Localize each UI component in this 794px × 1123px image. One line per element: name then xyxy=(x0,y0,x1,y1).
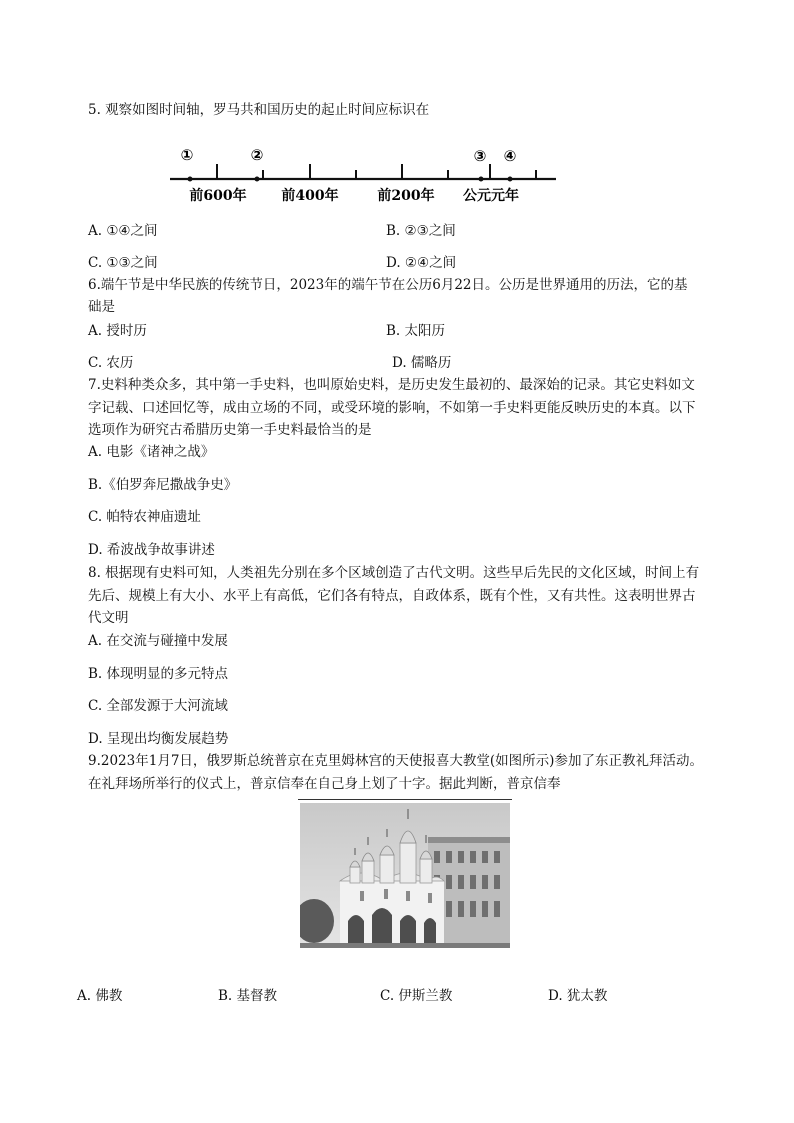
q7-stem: 7.史料种类众多，其中第一手史料，也叫原始史料，是历史发生最初的、最深始的记录。其它史料如文 xyxy=(88,377,695,393)
q5-option-b[interactable]: B. ②③之间 xyxy=(386,223,456,239)
q8-option-a[interactable]: A. 在交流与碰撞中发展 xyxy=(88,633,228,649)
q6-option-c[interactable]: C. 农历 xyxy=(88,355,134,371)
timeline-label: 前600年 xyxy=(189,188,247,204)
q8-stem-cont: 先后、规模上有大小、水平上有高低，它们各有特点，自政体系，既有个性，又有共性。这表明世界古 xyxy=(88,588,696,604)
timeline-point-3 xyxy=(479,177,484,182)
timeline-figure xyxy=(160,140,560,206)
q9-option-c[interactable]: C. 伊斯兰教 xyxy=(380,988,453,1004)
timeline-label: 前200年 xyxy=(377,188,435,204)
q7-stem-cont: 字记载、口述回忆等，成由立场的不同，或受环境的影响，不如第一手史料更能反映历史的本真。以下 xyxy=(88,400,696,416)
timeline-label: 公元元年 xyxy=(463,188,519,204)
q6-option-b[interactable]: B. 太阳历 xyxy=(386,323,446,339)
q9-stem-cont: 在礼拜场所举行的仪式上，普京信奉在自己身上划了十字。据此判断，普京信奉 xyxy=(88,776,561,792)
timeline-marker-4: ④ xyxy=(503,147,517,165)
q7-option-c[interactable]: C. 帕特农神庙遗址 xyxy=(88,509,201,525)
q8-option-b[interactable]: B. 体现明显的多元特点 xyxy=(88,666,229,682)
q7-option-b[interactable]: B.《伯罗奔尼撒战争史》 xyxy=(88,477,238,493)
timeline-marker-1: ① xyxy=(180,146,194,164)
q8-stem: 8. 根据现有史料可知，人类祖先分别在多个区域创造了古代文明。这些早后先民的文化区域，时间上有 xyxy=(88,565,700,581)
q9-option-a[interactable]: A. 佛教 xyxy=(77,988,123,1004)
photo-top-rule xyxy=(298,799,512,800)
q6-option-d[interactable]: D. 儒略历 xyxy=(392,355,452,371)
q8-option-d[interactable]: D. 呈现出均衡发展趋势 xyxy=(88,731,229,747)
q9-option-d[interactable]: D. 犹太教 xyxy=(548,988,608,1004)
timeline-marker-3: ③ xyxy=(473,147,487,165)
timeline-marker-2: ② xyxy=(250,146,264,164)
timeline-label: 前400年 xyxy=(281,188,339,204)
q6-stem: 6.端午节是中华民族的传统节日，2023年的端午节在公历6月22日。公历是世界通用的历法，它的基 xyxy=(88,277,688,293)
q5-option-d[interactable]: D. ②④之间 xyxy=(386,255,457,271)
timeline-point-4 xyxy=(508,177,513,182)
q7-option-d[interactable]: D. 希波战争故事讲述 xyxy=(88,542,215,558)
q5-option-c[interactable]: C. ①③之间 xyxy=(88,255,158,271)
q5-option-a[interactable]: A. ①④之间 xyxy=(88,223,158,239)
q6-stem-cont: 础是 xyxy=(88,299,115,315)
q7-stem-cont: 选项作为研究古希腊历史第一手史料最恰当的是 xyxy=(88,422,372,438)
q8-stem-cont: 代文明 xyxy=(88,610,129,626)
q7-option-a[interactable]: A. 电影《诸神之战》 xyxy=(88,444,215,460)
timeline-point-1 xyxy=(188,177,193,182)
q9-stem: 9.2023年1月7日，俄罗斯总统普京在克里姆林宫的天使报喜大教堂(如图所示)参加了东正教礼拜活动。 xyxy=(88,753,703,769)
q9-option-b[interactable]: B. 基督教 xyxy=(218,988,278,1004)
q8-option-c[interactable]: C. 全部发源于大河流域 xyxy=(88,698,228,714)
timeline-point-2 xyxy=(255,177,260,182)
q5-stem: 5. 观察如图时间轴，罗马共和国历史的起止时间应标识在 xyxy=(88,102,430,118)
q6-option-a[interactable]: A. 授时历 xyxy=(88,323,147,339)
cathedral-photo xyxy=(300,803,510,948)
